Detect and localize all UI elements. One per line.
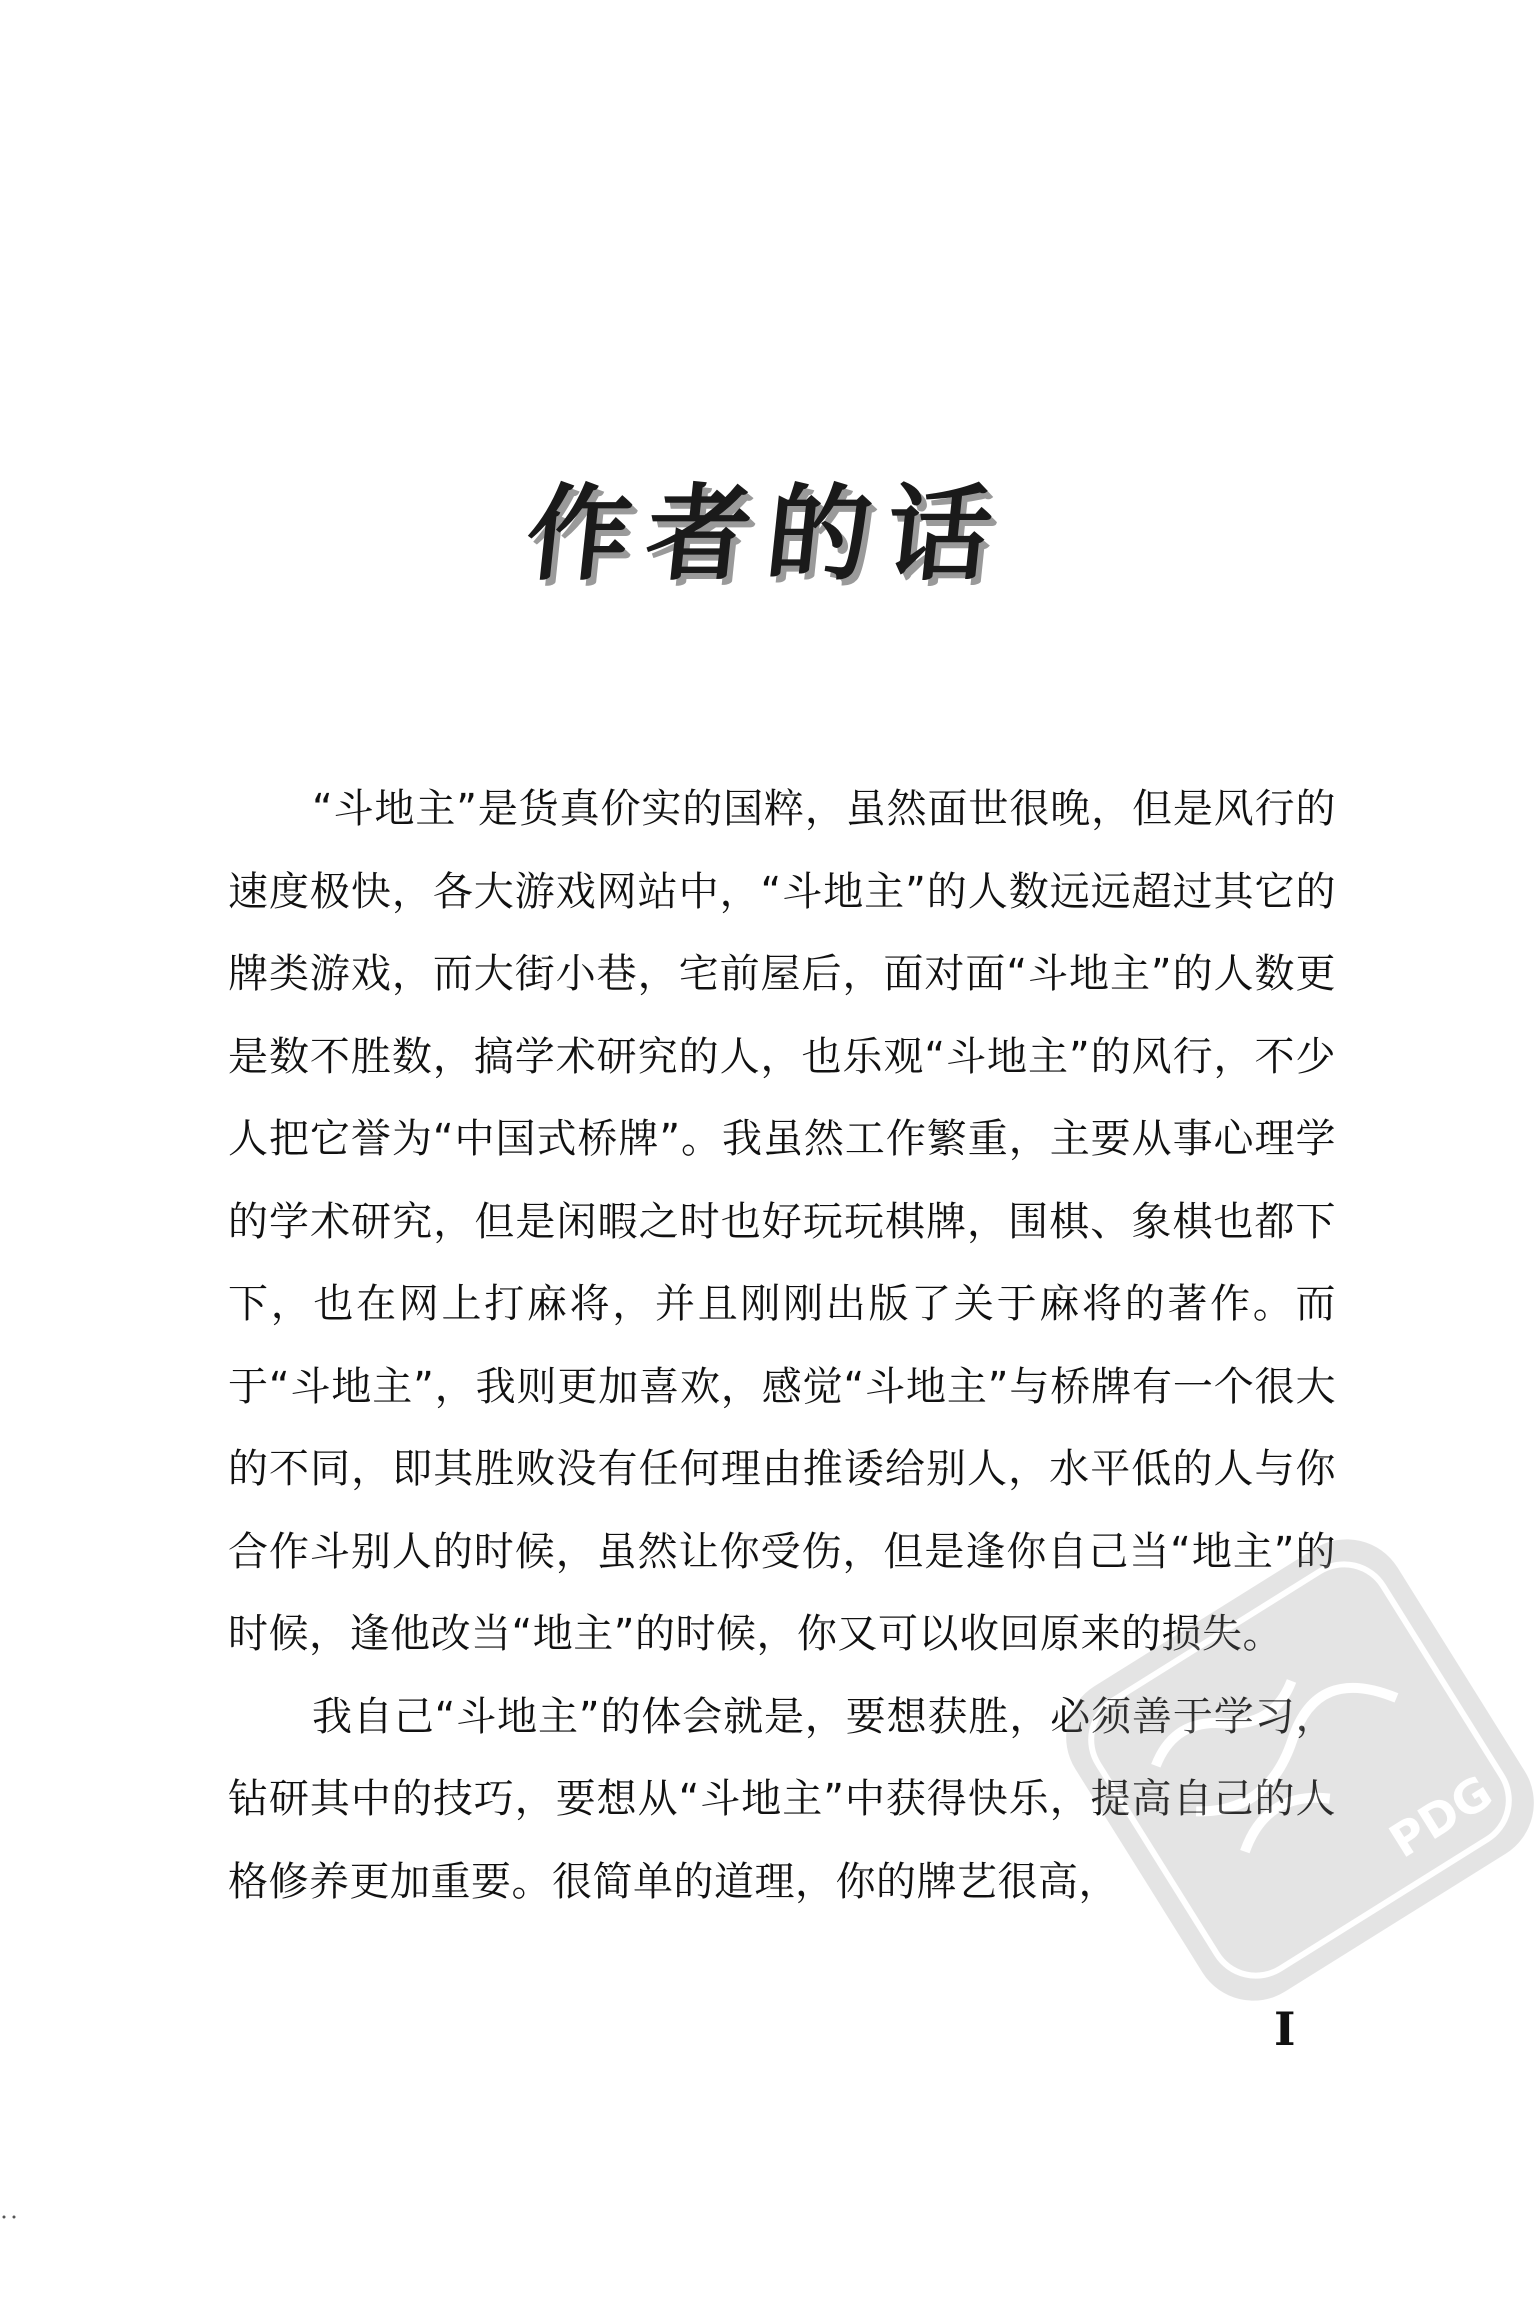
body-text bbox=[228, 768, 1336, 1923]
title-container bbox=[0, 450, 1536, 600]
paragraph-1: “斗地主”是货真价实的国粹，虽然面世很晚，但是风行的速度极快，各大游戏网站中，“斗地主”的人数远远超过其它的牌类游戏，而大街小巷，宅前屋后，面对面“斗地主”的人数更是数不胜数，搞学术研究的人，也乐观“斗地主”的风行，不少人把它誉为“中国式桥牌”。我虽然工作繁重，主要从事心理学的学术研究，但是闲暇之时也好玩玩棋牌，围棋、象棋也都下下，也在网上打麻将，并且刚刚出版了关于麻将的著作。而于“斗地主”，我则更加喜欢，感觉“斗地主”与桥牌有一个很大的不同，即其胜败没有任何理由推诿给别人，水平低的人与你合作斗别人的时候，虽然让你受伤，但是逢你自己当“地主”的时候，逢他改当“地主”的时候，你又可以收回原来的损失。 bbox=[228, 786, 1336, 1657]
watermark-label: PDG bbox=[1380, 1764, 1502, 1869]
page-number: I bbox=[1274, 2002, 1296, 2056]
page-title: 作者的话 bbox=[520, 472, 1014, 595]
paragraph-2: 我自己“斗地主”的体会就是，要想获胜，必须善于学习，钻研其中的技巧，要想从“斗地主”中获得快乐，提高自己的人格修养更加重要。很简单的道理，你的牌艺很高， bbox=[228, 1693, 1336, 1905]
scan-speck bbox=[0, 2215, 24, 2219]
